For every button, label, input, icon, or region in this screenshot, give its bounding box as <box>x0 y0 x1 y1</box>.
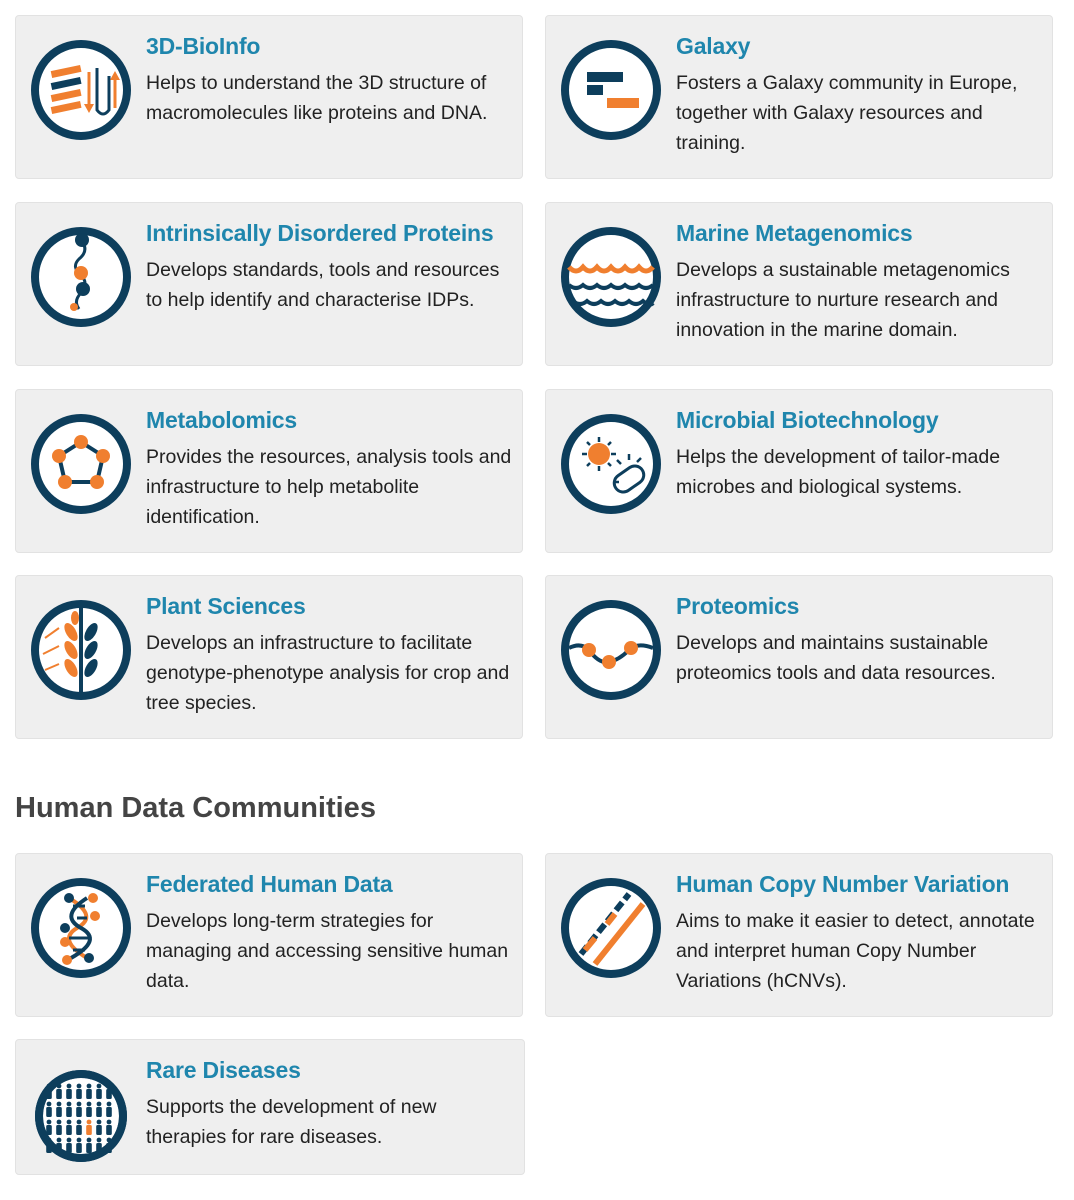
community-title-link[interactable]: Metabolomics <box>146 407 297 433</box>
community-card-proteomics <box>545 575 1053 739</box>
community-description: Helps to understand the 3D structure of macromolecules like proteins and DNA. <box>146 72 488 124</box>
community-card-galaxy <box>545 15 1053 179</box>
community-card-metabolomics <box>15 389 523 553</box>
community-card-3d-bioinfo <box>15 15 523 179</box>
community-description: Develops long-term strategies for managing and accessing sensitive human data. <box>146 910 509 992</box>
community-description: Provides the resources, analysis tools and infrastructure to help metabolite identification. <box>146 446 512 528</box>
chromosome-icon <box>559 876 663 980</box>
wheat-icon <box>29 598 133 702</box>
spectrum-peaks-icon <box>559 598 663 702</box>
community-title-link[interactable]: Galaxy <box>676 33 751 59</box>
community-card-federated-human-data <box>15 853 523 1017</box>
community-description: Fosters a Galaxy community in Europe, together with Galaxy resources and training. <box>676 72 1018 154</box>
community-description: Aims to make it easier to detect, annotate and interpret human Copy Number Variations (hCNVs). <box>676 910 1035 992</box>
community-title-link[interactable]: Plant Sciences <box>146 593 306 619</box>
community-title-link[interactable]: Federated Human Data <box>146 871 393 897</box>
community-title-link[interactable]: Intrinsically Disordered Proteins <box>146 220 494 246</box>
dna-helix-icon <box>29 876 133 980</box>
community-description: Helps the development of tailor-made microbes and biological systems. <box>676 446 1001 498</box>
people-grid-icon <box>29 1064 133 1168</box>
metabolite-ring-icon <box>29 412 133 516</box>
protein-structure-icon <box>29 38 133 142</box>
community-title-link[interactable]: Marine Metagenomics <box>676 220 913 246</box>
community-card-microbial-biotechnology <box>545 389 1053 553</box>
community-card-human-cnv <box>545 853 1053 1017</box>
community-title-link[interactable]: Microbial Biotechnology <box>676 407 939 433</box>
community-card-marine-metagenomics <box>545 202 1053 366</box>
galaxy-bars-icon <box>559 38 663 142</box>
community-card-idp <box>15 202 523 366</box>
community-description: Develops a sustainable metagenomics infrastructure to nurture research and innovation in the marine domain. <box>676 259 1010 341</box>
community-title-link[interactable]: 3D-BioInfo <box>146 33 261 59</box>
community-description: Develops an infrastructure to facilitate genotype-phenotype analysis for crop and tree species. <box>146 632 510 714</box>
community-title-link[interactable]: Human Copy Number Variation <box>676 871 1010 897</box>
community-title-link[interactable]: Proteomics <box>676 593 800 619</box>
community-description: Develops and maintains sustainable proteomics tools and data resources. <box>676 632 996 684</box>
community-title-link[interactable]: Rare Diseases <box>146 1057 301 1083</box>
microbe-icon <box>559 412 663 516</box>
ocean-waves-icon <box>559 225 663 329</box>
community-description: Develops standards, tools and resources to help identify and characterise IDPs. <box>146 259 500 311</box>
community-card-rare-diseases <box>15 1039 525 1175</box>
disordered-protein-icon <box>29 225 133 329</box>
community-card-plant-sciences <box>15 575 523 739</box>
section-heading: Human Data Communities <box>15 792 376 824</box>
community-description: Supports the development of new therapies for rare diseases. <box>146 1096 437 1148</box>
